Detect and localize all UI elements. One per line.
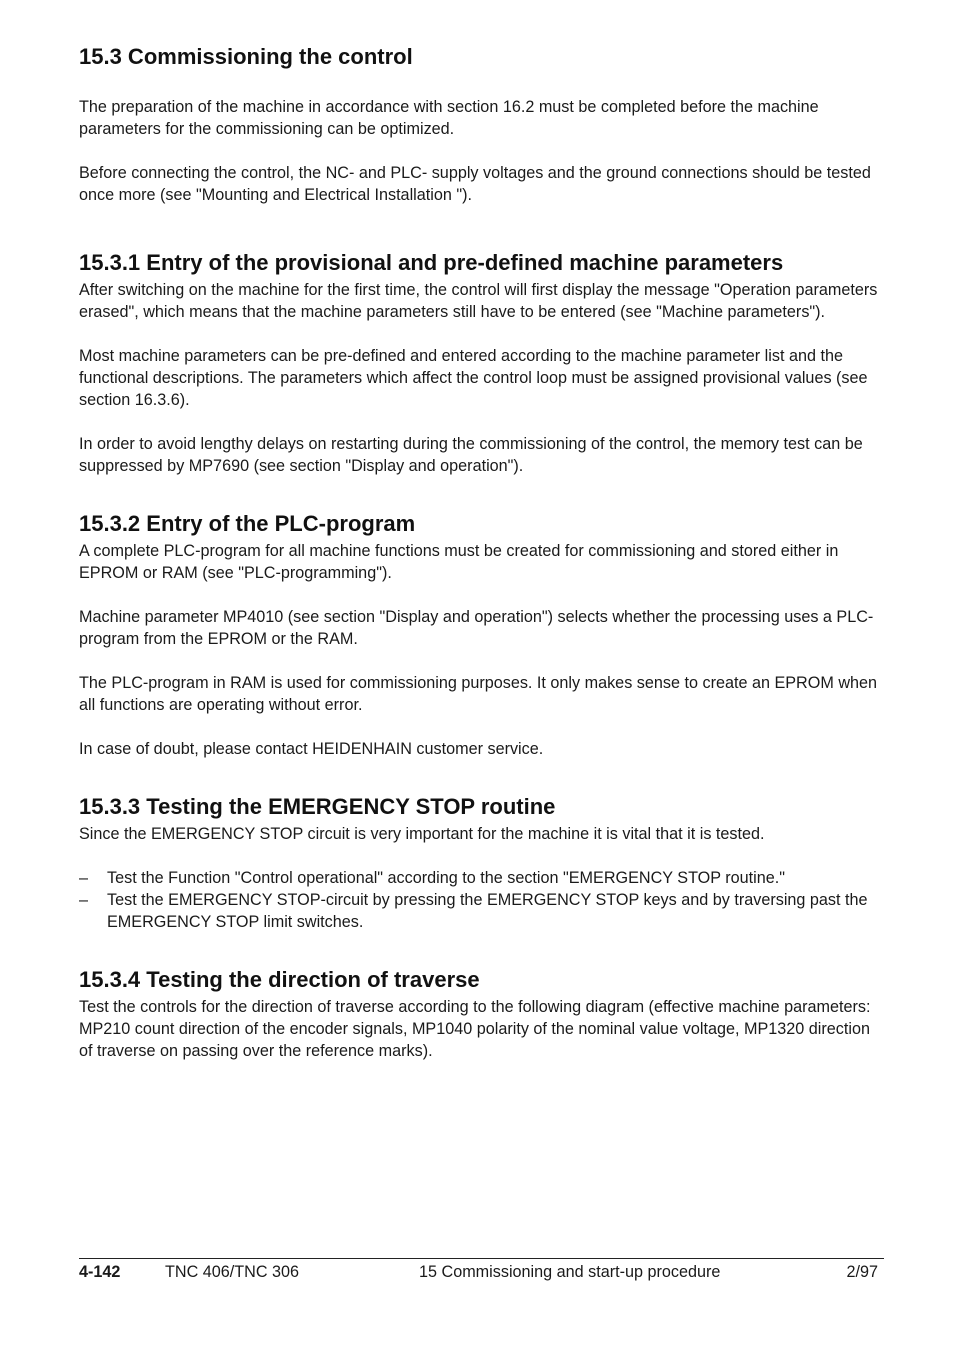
section-15-3-3: [79, 794, 884, 933]
paragraph: After switching on the machine for the first time, the control will first display the message "Operation parameters erased", which means that the machine parameters still have to be entered (see "Machine parameters").: [79, 281, 878, 321]
paragraph: In order to avoid lengthy delays on restarting during the commissioning of the control, the memory test can be suppressed by MP7690 (see section "Display and operation").: [79, 435, 863, 475]
footer-chapter: 15 Commissioning and start-up procedure: [419, 1263, 721, 1281]
paragraph: A complete PLC-program for all machine functions must be created for commissioning and stored either in EPROM or RAM (see "PLC-programming").: [79, 542, 839, 582]
page-content: [79, 44, 884, 1084]
intro-paragraph: The preparation of the machine in accordance with section 16.2 must be completed before the machine parameters for the commissioning can be optimized.: [79, 98, 819, 138]
page-footer: [79, 1258, 884, 1281]
dash-list: [79, 867, 884, 933]
intro-paragraph: Before connecting the control, the NC- and PLC- supply voltages and the ground connections should be tested once more (see "Mounting and Electrical Installation ").: [79, 164, 871, 204]
paragraph: Machine parameter MP4010 (see section "Display and operation") selects whether the processing uses a PLC-program from the EPROM or the RAM.: [79, 608, 874, 648]
paragraph: In case of doubt, please contact HEIDENHAIN customer service.: [79, 740, 544, 758]
page-number: 4-142: [79, 1263, 121, 1281]
list-item: [79, 867, 884, 889]
paragraph: The PLC-program in RAM is used for commissioning purposes. It only makes sense to create an EPROM when all functions are operating without error.: [79, 674, 878, 714]
dash-bullet: –: [79, 869, 89, 887]
section-heading: 15.3.4 Testing the direction of traverse: [79, 967, 480, 992]
section-15-3-2: [79, 511, 884, 760]
list-item: [79, 889, 884, 933]
paragraph: Since the EMERGENCY STOP circuit is very important for the machine it is vital that it is tested.: [79, 825, 765, 843]
section-15-3-4: [79, 967, 884, 1062]
footer-model: TNC 406/TNC 306: [165, 1263, 300, 1281]
paragraph: Most machine parameters can be pre-defined and entered according to the machine parameter list and the functional descriptions. The parameters which affect the control loop must be assigned provisional values (see section 16.3.6).: [79, 347, 868, 409]
section-title: 15.3 Commissioning the control: [79, 44, 413, 69]
list-item-text: Test the Function "Control operational" according to the section "EMERGENCY STOP routine.": [107, 869, 786, 887]
section-heading: 15.3.1 Entry of the provisional and pre-defined machine parameters: [79, 250, 784, 275]
footer-date: 2/97: [846, 1263, 878, 1281]
section-heading: 15.3.2 Entry of the PLC-program: [79, 511, 416, 536]
paragraph: Test the controls for the direction of traverse according to the following diagram (effective machine parameters: MP210 count direction of the encoder signals, MP1040 polarity of the nominal value voltage, MP1320 direction of traverse on passing over the reference marks).: [79, 998, 871, 1060]
dash-bullet: –: [79, 891, 89, 909]
section-15-3-1: [79, 250, 884, 477]
list-item-text: Test the EMERGENCY STOP-circuit by pressing the EMERGENCY STOP keys and by traversing past the EMERGENCY STOP limit switches.: [107, 891, 868, 931]
section-heading: 15.3.3 Testing the EMERGENCY STOP routine: [79, 794, 556, 819]
